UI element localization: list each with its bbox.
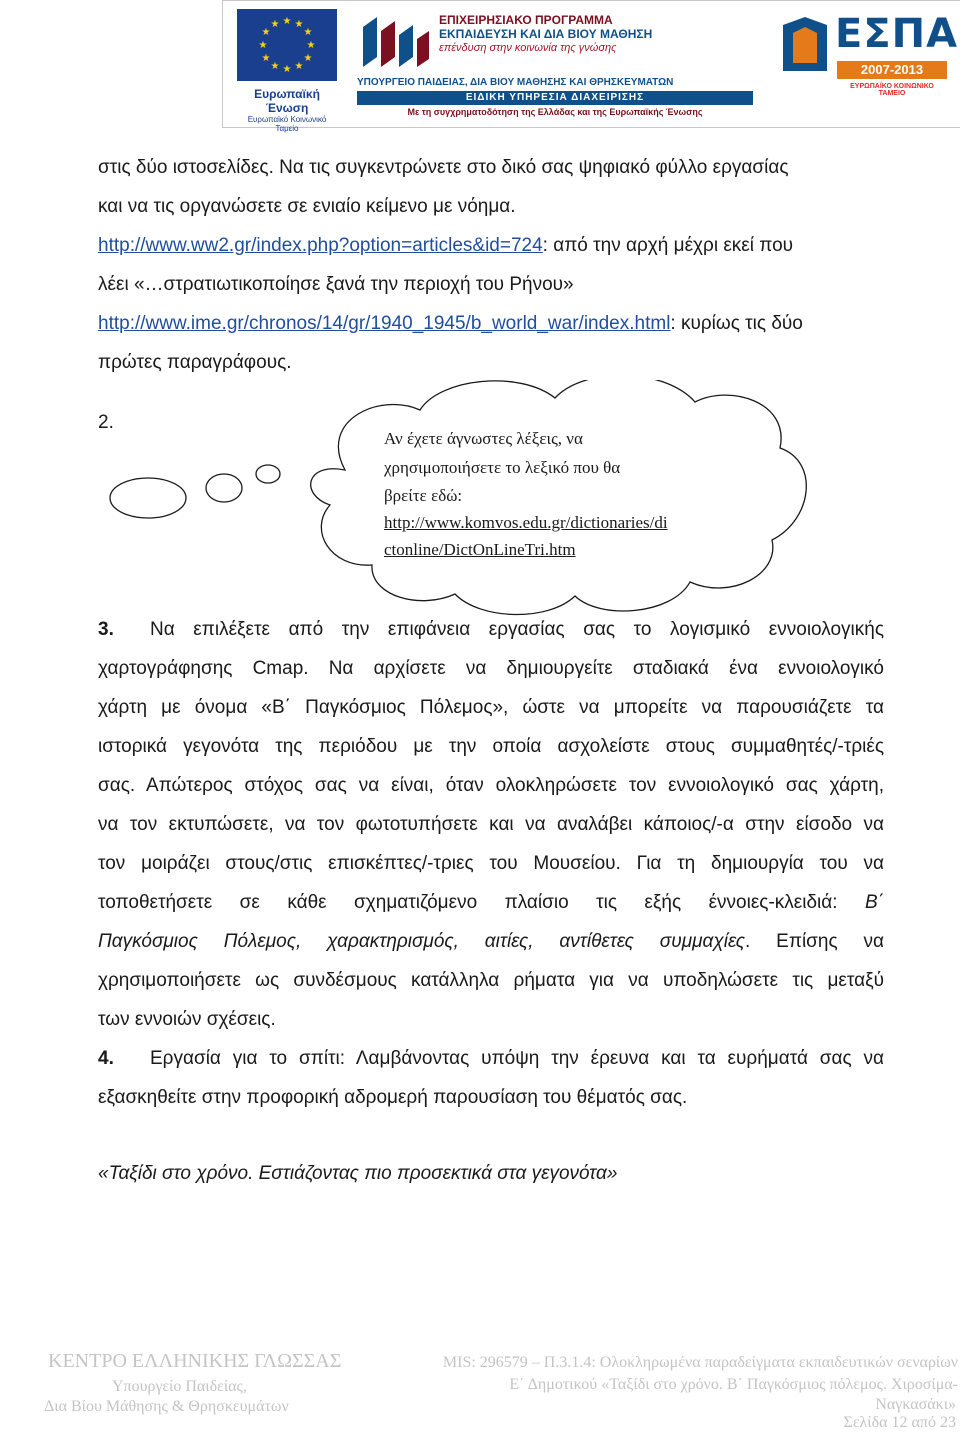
cloud-line: βρείτε εδώ: <box>384 486 463 505</box>
paragraph-line: και να τις οργανώσετε σε ενιαίο κείμενο με νόημα. <box>98 196 516 217</box>
svg-text:★: ★ <box>294 19 304 30</box>
cloud-line: χρησιμοποιήσετε το λεξικό που θα <box>384 458 621 477</box>
paragraph-line: να τον εκτυπώσετε, να τον φωτοτυπήσετε και να αναλάβει κάποιος/-α στην είσοδο να <box>98 814 884 835</box>
paragraph-line: εξασκηθείτε στην προφορική αδρομερή παρουσίαση του θέματός σας. <box>98 1087 688 1108</box>
footer-scenario: Ε΄ Δημοτικού «Ταξίδι στο χρόνο. Β΄ Παγκόσμιος πόλεμος. Χιροσίμα- <box>509 1376 958 1393</box>
paragraph-line: σας. Απώτερος στόχος σας να είναι, όταν ολοκληρώσετε τον εννοιολογικό σας χάρτη, <box>98 775 884 796</box>
eu-logo-title: Ευρωπαϊκή Ένωση <box>254 87 320 115</box>
paragraph-line: των εννοιών σχέσεις. <box>98 1009 276 1030</box>
eu-flag-icon <box>237 9 337 81</box>
espa-logo <box>775 9 959 121</box>
cofunding-line: Με τη συγχρηματοδότηση της Ελλάδας και της Ευρωπαϊκής Ένωσης <box>407 107 703 117</box>
closing-quote: «Ταξίδι στο χρόνο. Εστιάζοντας πιο προσεκτικά στα γεγονότα» <box>98 1163 618 1184</box>
paragraph-line: ιστορικά γεγονότα της περιόδου με την οποία ασχολείστε στους συμμαθητές/-τριές <box>98 736 884 757</box>
programme-title: ΕΠΙΧΕΙΡΗΣΙΑΚΟ ΠΡΟΓΡΑΜΜΑ ΕΚΠΑΙΔΕΥΣΗ ΚΑΙ ΔΙΑ ΒΙΟΥ ΜΑΘΗΣΗ επένδυση στην κοινωνία της γνώσης <box>439 13 653 54</box>
svg-text:★: ★ <box>294 61 304 72</box>
svg-text:★: ★ <box>282 64 292 75</box>
paragraph-line: λέει «…στρατιωτικοποίησε ξανά την περιοχή του Ρήνου» <box>98 274 574 295</box>
paragraph-line: πρώτες παραγράφους. <box>98 352 292 373</box>
footer-ministry: Υπουργείο Παιδείας, <box>112 1378 247 1395</box>
paragraph-line: http://www.ww2.gr/index.php?option=articles&id=724: από την αρχή μέχρι εκεί που <box>98 235 794 256</box>
paragraph-line: στις δύο ιστοσελίδες. Να τις συγκεντρώνετε στο δικό σας ψηφιακό φύλλο εργασίας <box>98 157 789 178</box>
special-service-bar: ΕΙΔΙΚΗ ΥΠΗΡΕΣΙΑ ΔΙΑΧΕΙΡΙΣΗΣ <box>357 91 753 105</box>
svg-text:★: ★ <box>270 61 280 72</box>
header-banner <box>222 0 960 133</box>
link-ime[interactable]: http://www.ime.gr/chronos/14/gr/1940_1945/b_world_war/index.html <box>98 313 671 334</box>
svg-text:★: ★ <box>261 53 271 64</box>
link-ww2[interactable]: http://www.ww2.gr/index.php?option=articles&id=724 <box>98 235 543 256</box>
paragraph-line: Παγκόσμιος Πόλεμος, χαρακτηρισμός, αιτίες, αντίθετες συμμαχίες. Επίσης να <box>98 931 884 952</box>
espa-fund: ΕΥΡΩΠΑΪΚΟ ΚΟΙΝΩΝΙΚΟ ΤΑΜΕΙΟ <box>850 83 934 97</box>
paragraph-line: τον μοιράζει στους/στις επισκέπτες/-τριες του Μουσείου. Για τη δημιουργία του να <box>98 853 884 874</box>
footer-mis: MIS: 296579 – Π.3.1.4: Ολοκληρωμένα παραδείγματα εκπαιδευτικών σεναρίων <box>442 1354 958 1371</box>
paragraph-line: Εργασία για το σπίτι: Λαμβάνοντας υπόψη την έρευνα και τα ευρήματά σας να <box>150 1048 884 1069</box>
espa-years: 2007-2013 <box>837 61 947 79</box>
svg-text:★: ★ <box>282 16 292 27</box>
paragraph-line: χρησιμοποιήσετε ως συνδέσμους κατάλληλα ρήματα για να υποδηλώσετε τις μεταξύ <box>98 970 884 991</box>
svg-text:★: ★ <box>303 53 313 64</box>
paragraph-line: τοποθετήσετε σε κάθε σχηματιζόμενο πλαίσιο τις εξής έννοιες-κλειδιά: Β΄ <box>98 892 884 913</box>
thought-cloud-icon <box>0 380 960 630</box>
paragraph-line: http://www.ime.gr/chronos/14/gr/1940_1945/b_world_war/index.html: κυρίως τις δύο <box>98 313 803 334</box>
paragraph-line: χαρτογράφησης Cmap. Να αρχίσετε να δημιουργείτε σταδιακά ένα εννοιολογικό <box>98 658 884 679</box>
page-number: Σελίδα 12 από 23 <box>843 1414 956 1431</box>
eu-logo-subtitle: Ευρωπαϊκό Κοινωνικό Ταμείο <box>247 115 327 133</box>
espa-emblem-icon <box>779 15 831 75</box>
list-number-4: 4. <box>98 1048 114 1069</box>
svg-text:★: ★ <box>261 27 271 38</box>
dictionary-link[interactable]: ctonline/DictOnLineTri.htm <box>384 540 576 559</box>
programme-logo <box>355 9 755 121</box>
footer-org: ΚΕΝΤΡΟ ΕΛΛΗΝΙΚΗΣ ΓΛΩΣΣΑΣ <box>48 1350 342 1372</box>
paragraph-line: Να επιλέξετε από την επιφάνεια εργασίας σας το λογισμικό εννοιολογικής <box>150 619 884 640</box>
list-number-2: 2. <box>98 412 114 433</box>
programme-emblem-icon <box>355 9 435 75</box>
eu-logo <box>237 9 337 133</box>
list-number-3: 3. <box>98 619 114 640</box>
svg-text:★: ★ <box>303 27 313 38</box>
cloud-line: Αν έχετε άγνωστες λέξεις, να <box>384 429 583 448</box>
footer-ministry: Δια Βίου Μάθησης & Θρησκευμάτων <box>44 1398 289 1415</box>
espa-wordmark: ΕΣΠΑ <box>835 11 959 57</box>
svg-text:★: ★ <box>306 40 316 51</box>
svg-text:★: ★ <box>270 19 280 30</box>
dictionary-link[interactable]: http://www.komvos.edu.gr/dictionaries/di <box>384 513 668 532</box>
footer-scenario: Ναγκασάκι» <box>875 1396 956 1413</box>
paragraph-line: χάρτη με όνομα «Β΄ Παγκόσμιος Πόλεμος», ώστε να μπορείτε να παρουσιάζετε τα <box>98 697 884 718</box>
svg-text:★: ★ <box>258 40 268 51</box>
ministry-line: ΥΠΟΥΡΓΕΙΟ ΠΑΙΔΕΙΑΣ, ΔΙΑ ΒΙΟΥ ΜΑΘΗΣΗΣ ΚΑΙ ΘΡΗΣΚΕΥΜΑΤΩΝ <box>357 77 674 88</box>
